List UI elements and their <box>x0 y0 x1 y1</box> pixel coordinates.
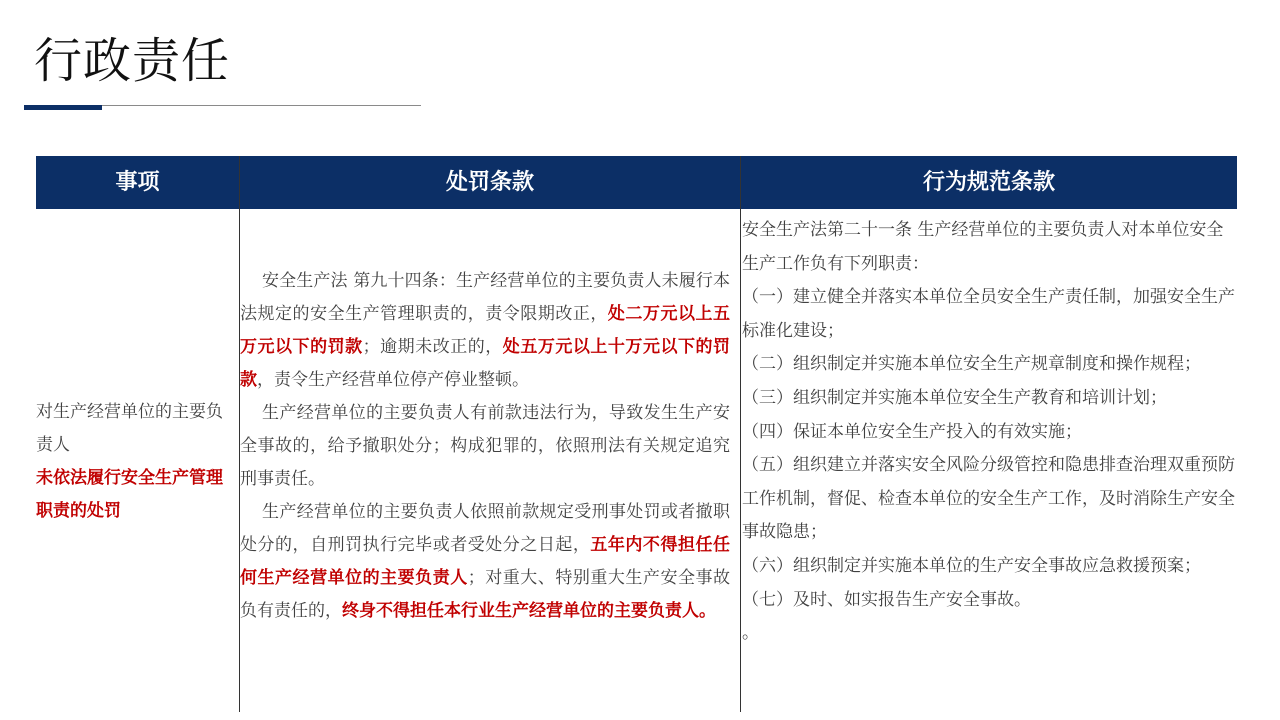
penalty-paragraph-1 <box>240 265 730 397</box>
item-cell <box>36 396 232 528</box>
penalty-emphasis: 终身不得担任本行业生产经营单位的主要负责人。 <box>342 601 716 621</box>
header-norm: 行为规范条款 <box>922 170 1055 195</box>
column-divider <box>740 156 741 712</box>
norm-item: （一）建立健全并落实本单位全员安全生产责任制，加强安全生产标准化建设； <box>742 287 1235 341</box>
penalty-emphasis: 五年内不得担任任何生产经营单位的主要负责人 <box>240 535 731 588</box>
penalty-text: ；对重大、特别重大生产安全事故负有责任的， <box>240 568 731 621</box>
penalty-paragraph-3 <box>240 496 730 628</box>
norm-intro: 安全生产法第二十一条 生产经营单位的主要负责人对本单位安全生产工作负有下列职责： <box>742 220 1224 274</box>
penalty-cell <box>240 265 730 628</box>
item-subject: 对生产经营单位的主要负责人 <box>36 402 223 455</box>
page-title: 行政责任 <box>34 33 231 89</box>
penalty-text: 生产经营单位的主要负责人依照前款规定受刑事处罚或者撤职处分的，自刑罚执行完毕或者受处分之日起， <box>240 502 730 555</box>
norm-item: （四）保证本单位安全生产投入的有效实施； <box>742 421 1082 442</box>
penalty-emphasis: 处五万元以上十万元以下的罚款 <box>240 337 731 390</box>
norm-cell <box>742 214 1238 651</box>
title-accent-bar <box>24 105 102 110</box>
norm-item: （六）组织制定并实施本单位的生产安全事故应急救援预案； <box>742 555 1201 576</box>
penalty-text: 安全生产法 第九十四条：生产经营单位的主要负责人未履行本法规定的安全生产管理职责的，责令限期改正， <box>240 271 730 324</box>
norm-item: （三）组织制定并实施本单位安全生产教育和培训计划； <box>742 387 1167 408</box>
penalty-text: ；逾期未改正的， <box>362 337 503 357</box>
penalty-text: ，责令生产经营单位停产停业整顿。 <box>257 370 529 390</box>
norm-item: （七）及时、如实报告生产安全事故。 <box>742 589 1031 610</box>
norm-item: （二）组织制定并实施本单位安全生产规章制度和操作规程； <box>742 354 1201 375</box>
penalty-emphasis: 处二万元以上五万元以下的罚款 <box>240 304 731 357</box>
header-item: 事项 <box>115 170 160 195</box>
norm-item: （五）组织建立并落实安全风险分级管控和隐患排查治理双重预防工作机制，督促、检查本单位的安全生产工作，及时消除生产安全事故隐患； <box>742 455 1235 543</box>
norm-tail: 。 <box>742 623 759 644</box>
penalty-paragraph-2: 生产经营单位的主要负责人有前款违法行为，导致发生生产安全事故的，给予撤职处分；构成犯罪的，依照刑法有关规定追究刑事责任。 <box>240 403 730 489</box>
header-penalty: 处罚条款 <box>445 170 534 195</box>
item-highlight: 未依法履行安全生产管理职责的处罚 <box>36 468 223 521</box>
